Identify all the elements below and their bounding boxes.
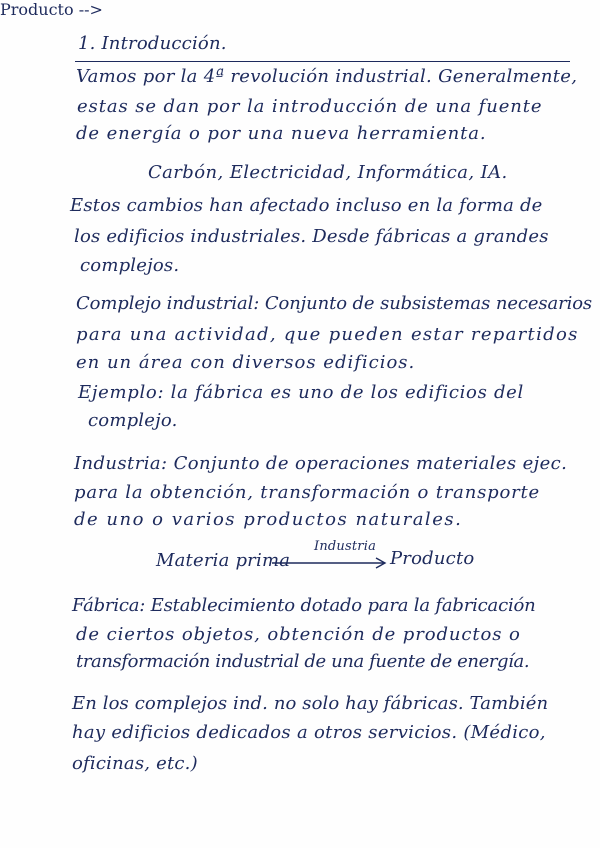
closing-line-3: oficinas, etc.) (72, 753, 198, 774)
paragraph-1-line-3: de energía o por una nueva herramienta. (76, 123, 487, 144)
energy-sources-line: Carbón, Electricidad, Informática, IA. (148, 162, 508, 183)
title-underline (75, 61, 570, 62)
industria-definition-line-1: Industria: Conjunto de operaciones materiales ejec. (74, 453, 568, 474)
industria-definition-line-2: para la obtención, transformación o transporte (74, 482, 540, 503)
flow-output-label: Producto (390, 548, 475, 569)
complejo-definition-line-1: Complejo industrial: Conjunto de subsistemas necesarios (76, 293, 593, 314)
industria-definition-line-3: de uno o varios productos naturales. (74, 509, 463, 530)
complejo-example-line-1: Ejemplo: la fábrica es uno de los edificios del (78, 382, 524, 403)
paragraph-2-line-1: Estos cambios han afectado incluso en la forma de (70, 195, 543, 216)
paragraph-2-line-2: los edificios industriales. Desde fábricas a grandes (74, 226, 549, 247)
complejo-definition-line-3: en un área con diversos edificios. (76, 352, 416, 373)
fabrica-definition-line-3: transformación industrial de una fuente de energía. (76, 651, 530, 672)
complejo-definition-line-2: para una actividad, que pueden estar repartidos (76, 324, 579, 345)
page-title: 1. Introducción. (78, 33, 227, 54)
paragraph-2-line-3: complejos. (80, 255, 180, 276)
paragraph-1-line-2: estas se dan por la introducción de una fuente (77, 96, 543, 117)
closing-line-1: En los complejos ind. no solo hay fábricas. También (72, 693, 549, 714)
complejo-example-line-2: complejo. (88, 410, 178, 431)
handwritten-notes-page: 1. Introducción. Vamos por la 4ª revolución industrial. Generalmente, estas se dan por la introducción de una fuente de energía o por una nueva herramienta. Carbón, Electricidad, Informática, IA. Estos cambios han afectado incluso en la forma de los edificios industriales. Desde fábricas a grandes complejos. Complejo industrial: Conjunto de subsistemas necesarios para una actividad, que pueden estar repartidos en un área con diversos edificios. Ejemplo: la fábrica es uno de los edificios del complejo. Industria: Conjunto de operaciones materiales ejec. para la obtención, transformación o transporte de uno o varios productos naturales. Producto --> Materia prima Industria Producto Fábrica: Establecimiento dotado para la fabricación de ciertos objetos, obtención de productos o transformación industrial de una fuente de energía. En los complejos ind. no solo hay fábricas. También hay edificios dedicados a otros servicios. (Médico, oficinas, etc.) (0, 0, 600, 848)
fabrica-definition-line-1: Fábrica: Establecimiento dotado para la fabricación (72, 595, 536, 616)
flow-arrow-icon (272, 548, 392, 572)
closing-line-2: hay edificios dedicados a otros servicios. (Médico, (72, 722, 546, 743)
fabrica-definition-line-2: de ciertos objetos, obtención de productos o (76, 624, 521, 645)
paragraph-1-line-1: Vamos por la 4ª revolución industrial. Generalmente, (76, 66, 578, 87)
flow-input-label: Materia prima (156, 550, 291, 571)
flow-arrow-label: Industria (314, 539, 377, 554)
